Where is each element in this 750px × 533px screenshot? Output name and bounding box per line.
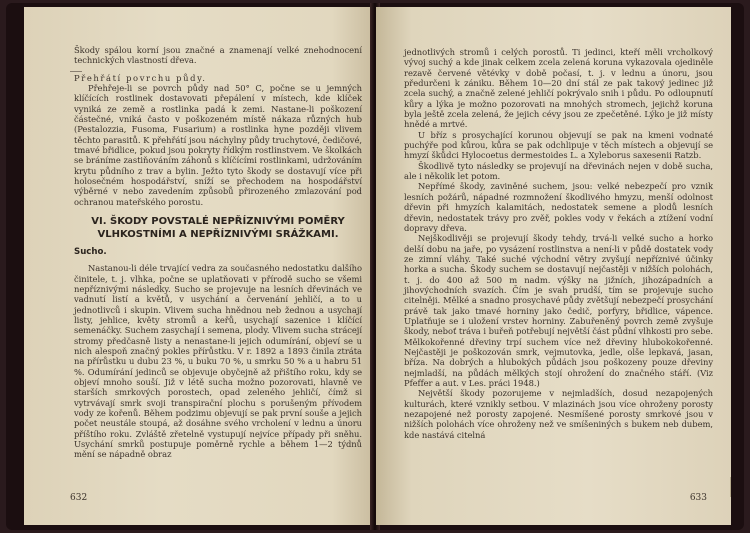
paragraph: Největší škody pozorujeme v nejmladších, dosud nezapojených kulturách, které vznikly setbou. V mlazinách jsou více ohroženy porosty nezapojené než porosty zapojené. Nesmíšené porosty smrkové jsou v nižších polohách více ohroženy než ve smíšeniných s bukem neb dubem, kde nastává citelná: [404, 388, 713, 440]
open-book: [6, 3, 744, 530]
page-edge: [730, 477, 731, 497]
paragraph: Škody spálou korní jsou značné a znamenají velké znehodnocení technických vlastností dřeva.: [74, 45, 362, 66]
paragraph: Přehřeje-li se povrch půdy nad 50° C, počne se u jemných klíčících rostlinek dostavovati přepálení v místech, kde klíček vyniká ze země a rostlinka padá k zemi. Nastane-li poškození částečné, vniká často v poškozeném místě nákaza různých hub (Pestalozzia, Fusoma, Fusarium) a rostlinka hyne později vlivem těchto parasitů. K přehřátí jsou náchylny půdy truchytové, čedičové, tmavé břidlice, pokud jsou pokryty řídkým rostlinstvem. Ve školkách se bráníme zastiňováním záhonů s klíčícími rostlinkami, udržováním krytu půdního z trav a bylin. Ježto tyto škody se dostavují více při holosečném hospodářství, sníží se přechodem na hospodářství výběrné v nebo zavedením způsobů přirozeného zmlazování pod ochranou mateřského porostu.: [74, 83, 362, 207]
paragraph: Nepřímé škody, zaviněné suchem, jsou: velké nebezpečí pro vznik lesních požárů, nápadné rozmnožení škodlivého hmyzu, menší odolnost dřevin při hmyzích kalamitách, nedostatek semene a plodů lesních dřevin, nedostatek trávy pro zvěř, pokles vody v řekách a ztížení vodní dopravy dřeva.: [404, 181, 713, 233]
paragraph: U bříz s prosychající korunou objevují se pak na kmeni vodnaté puchýře pod kůrou, kůra se pak odchlipuje v těch místech a objevují se hmyzí škůdci Hylocoetus dermestoides L. a Xyleborus saxesenii Ratzb.: [404, 129, 713, 161]
paragraph: Nastanou-li déle trvající vedra za současného nedostatku dalšího činitele, t. j. vlhka, počne se uplatňovati v přírodě sucho se všemi nepříznivými následky. Sucho se projevuje na lesních dřevinách ve vadnutí listí a květů, v usychání a červenání jehličí, a to u jednotlivců i skupin. Vlivem sucha hnědnou neb žednou a usychají listy, jehlice, květy stromů a keřů, usychají sazenice i klíčící semenáčky. Suchem zasychají i semena, plody. Vlivem sucha strácejí stromy předčasně listy a nenastane-li jejich odumírání, objeví se u nich alespoň značný pokles přírůstku. V r. 1892 a 1893 činila ztráta na přírůstku u dubu 23 %, u buku 70 %, u smrku 50 % a u habru 51 %. Odumírání jedinců se objevuje obyčejně až přištího roku, kdy se objeví mnoho souší. Již v létě sucha možno pozorovati, hlavně ve starších smrkových porostech, opad zeleného jehličí, čímž si vytrvávají smrk svoji transpirační plochu s porušeným přívodem vody ze kořenů. Během podzimu objevují se pak první souše a jejich počet neustále stoupá, až dosáhne svého vrcholení v lednu a únoru příštího roku. Zvláště zřetelně vystupují nejvíce případy při sněhu. Usychání smrků postupuje poměrně rychle a během 1—2 týdnů mění se nápadně obraz: [74, 263, 362, 460]
paragraph: Škodlivě tyto následky se projevují na dřevinách nejen v době sucha, ale i několik let potom.: [404, 160, 713, 182]
chapter-heading: VI. ŠKODY POVSTALÉ NEPŘÍZNIVÝMI POMĚRY VLHKOSTNÍMI A NEPŘÍZNIVÝMI SRÁŽKAMI.: [91, 216, 345, 240]
page-number: 632: [70, 493, 88, 503]
section-subhead: Přehřátí povrchu půdy.: [74, 72, 207, 83]
left-page: [24, 7, 374, 525]
pencil-mark: [70, 71, 82, 72]
paragraph: jednotlivých stromů i celých porostů. Ti jedinci, kteří měli vrcholkový vývoj suchý a kde jinak celkem zcela zelená koruna vykazovala ojediněle rezavě červené větévky v době počasí, t. j. v lednu a únoru, jsou předurčeni k zániku. Během 10—20 dní stál ze pak takový jedinec již zcela suchý, a značně zelené jehličí pokrývalo snih i půdu. Po odloupnutí kůry a lýka je možno pozorovati na mnohých stromech, jejichž koruna byla ještě zcela zelená, že jejich cévy jsou ze zpečetěné. Lýko je již místy hnědé a mrtvé.: [404, 47, 713, 130]
right-page: [376, 7, 731, 525]
paragraph: Nejškodlivěji se projevují škody tehdy, trvá-li velké sucho a horko delší dobu na jaře, po vysázení rostlinstva a není-li v půdě dostatek vody ze zimní vláhy. Také suché východní větry zvyšují nepříznivé účinky horka a sucha. Škody suchem se dostavují nejčastěji v nižších polohách, t. j. do 400 až 500 m nadm. výšky na jižních, jihozápadních a jihovýchodních svazích. Čím je svah prudší, tím se projevuje sucho citelněji. Mělké a snadno prosychavé půdy zvětšují nebezpečí prosychání právě tak jako tmavé horniny jako čedič, porfyry, břidlice, vápence. Uplatňuje se i uložení vrstev horniny. Zabuřeněný povrch země zvyšuje škody, neboť tráva i buřeň potřebují největší část půdní vlhkosti pro sebe. Mělkokořenné dřeviny trpí suchem více než dřeviny hlubokokořenné. Nejčastěji je poškozován smrk, vejmutovka, jedle, olše lepkavá, jasan, bříza. Na dobrých a hlubokých půdách jsou poškozeny pouze dřeviny nejmladší, na půdách mělkých stojí ohrožení do značného stáří. (Viz Pfeffer a aut. v Les. práci 1948.): [404, 233, 713, 388]
section-heading: Sucho.: [74, 247, 107, 258]
page-number: 633: [689, 493, 707, 503]
